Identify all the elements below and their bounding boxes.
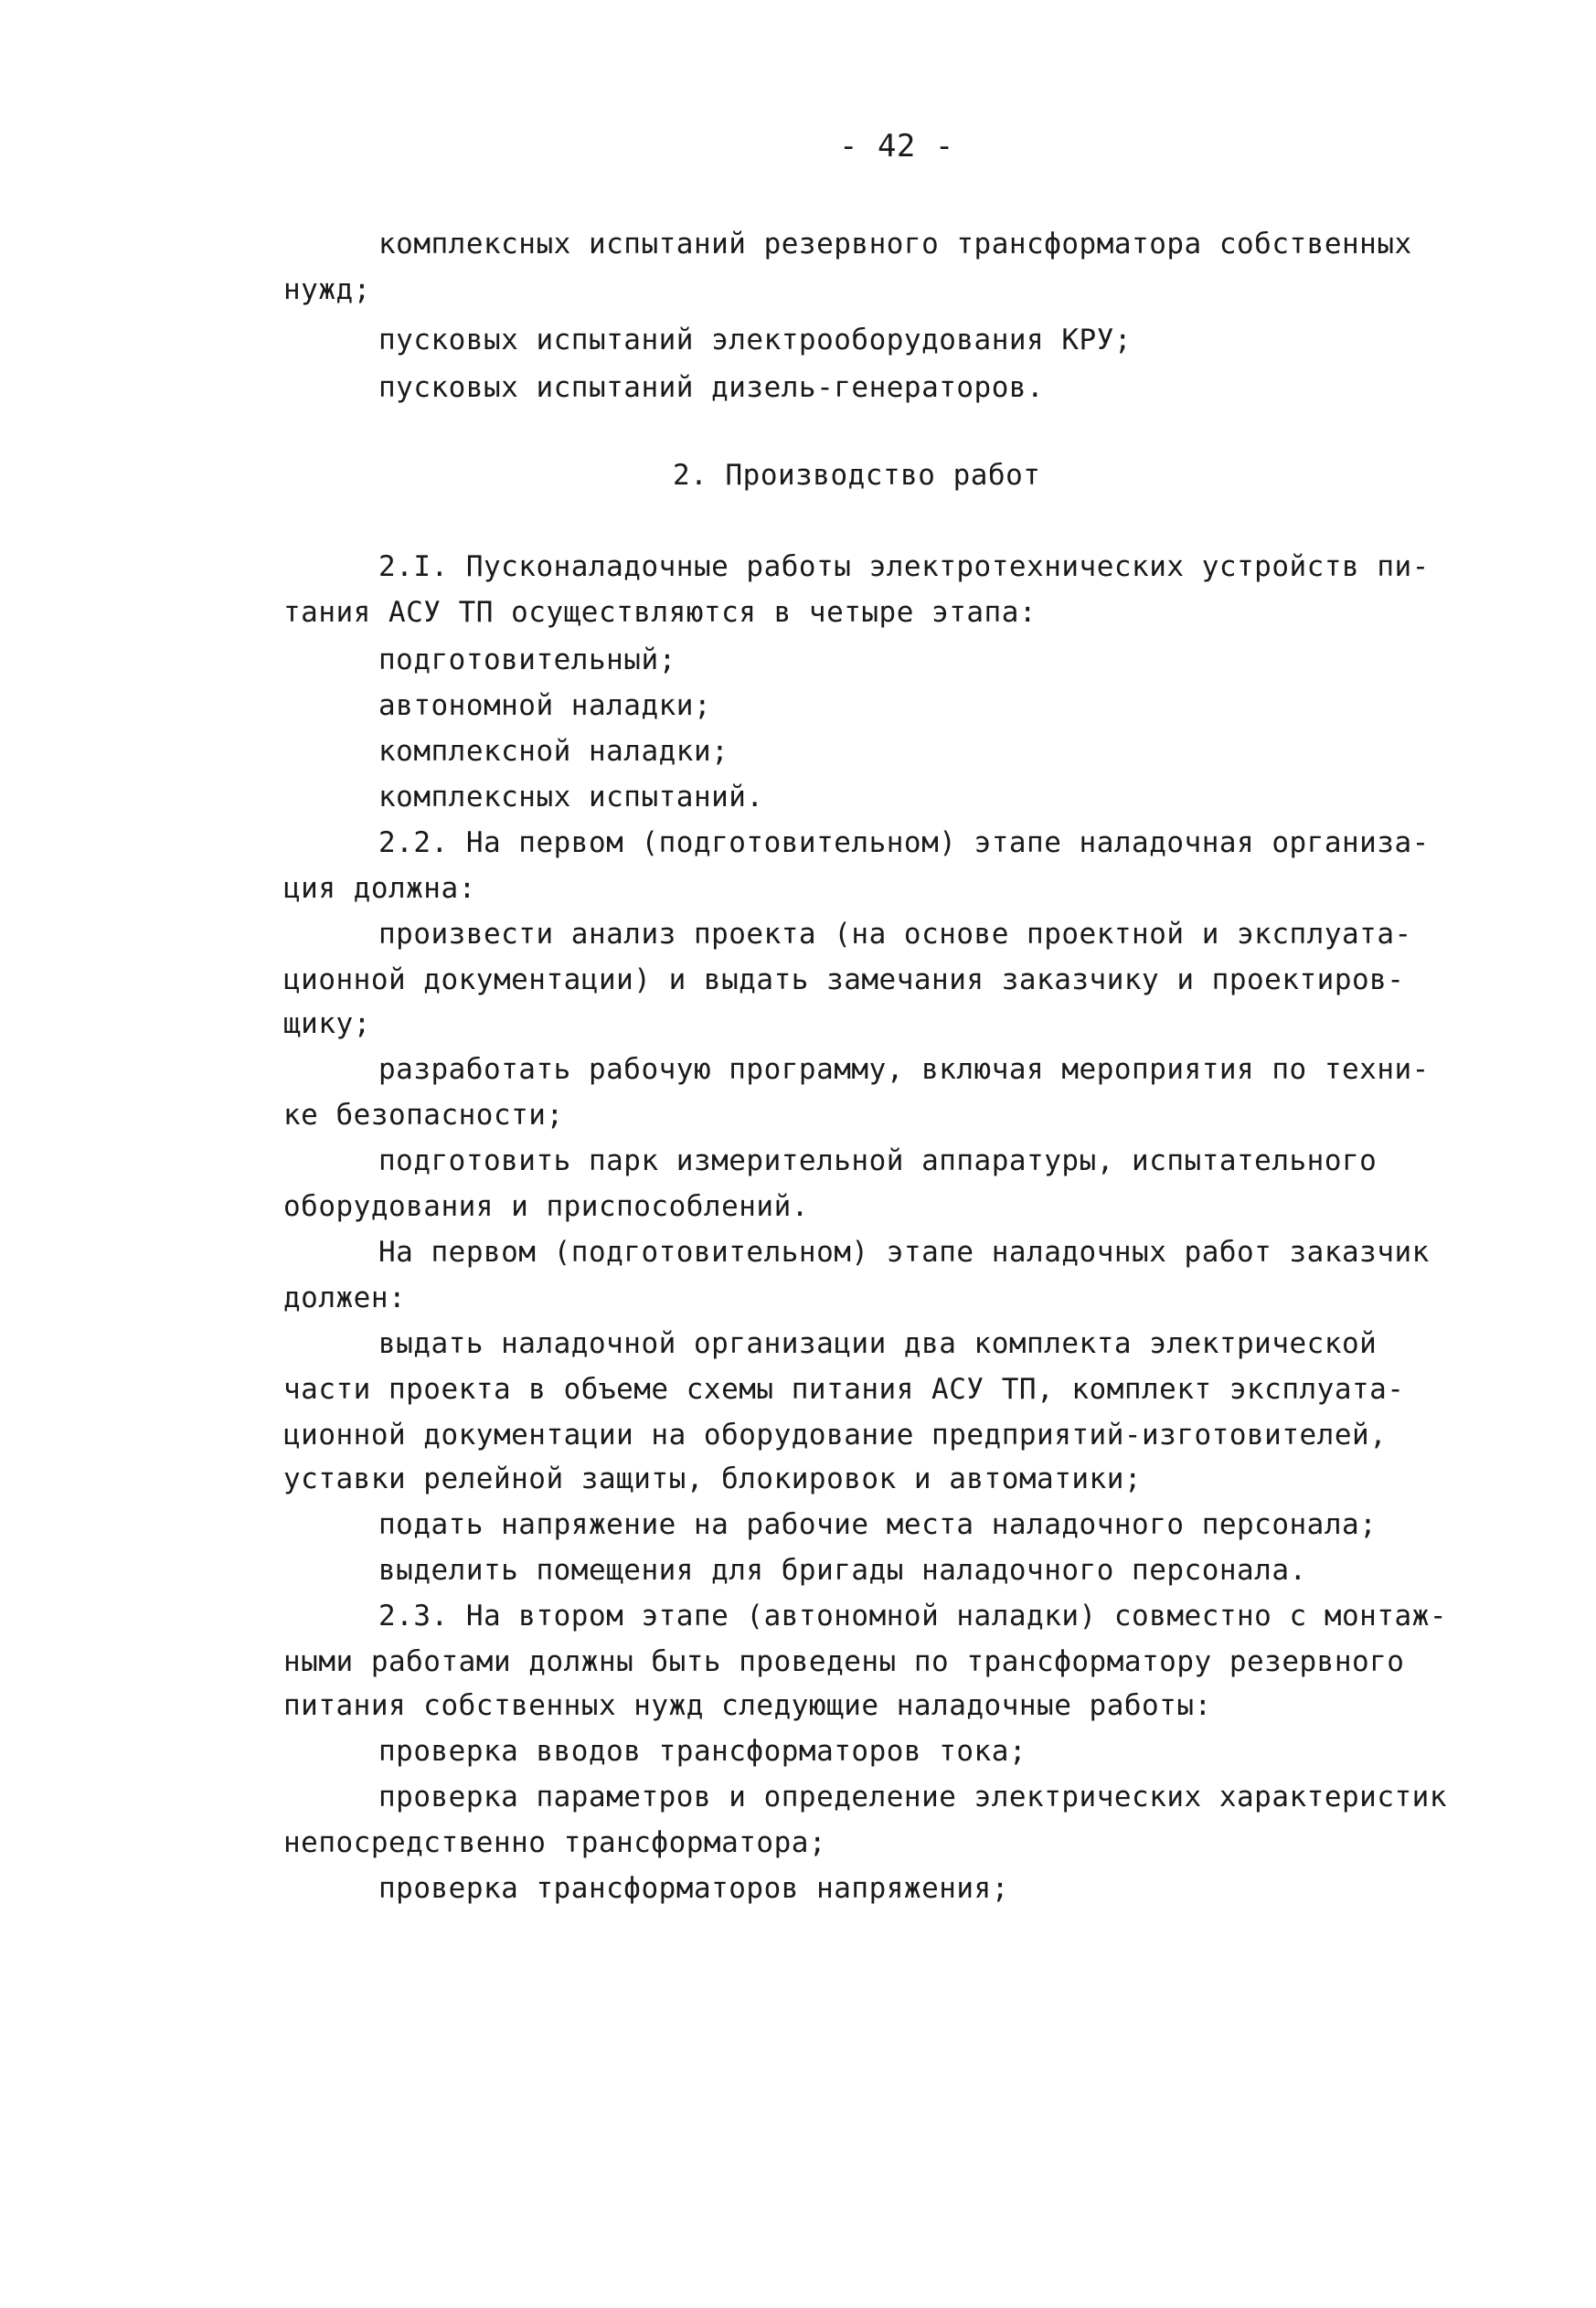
- text-line: части проекта в объеме схемы питания АСУ ТП, комплект эксплуата-: [283, 1373, 1405, 1406]
- text-line: комплексных испытаний резервного трансформатора собственных: [378, 228, 1412, 261]
- text-line: оборудования и приспособлений.: [283, 1190, 809, 1223]
- text-line: ными работами должны быть проведены по трансформатору резервного: [283, 1645, 1405, 1678]
- text-line: должен:: [283, 1282, 407, 1314]
- text-line: ционной документации) и выдать замечания заказчику и проектиров-: [283, 963, 1405, 996]
- text-line: подать напряжение на рабочие места наладочного персонала;: [378, 1508, 1378, 1541]
- text-line: произвести анализ проекта (на основе проектной и эксплуата-: [378, 918, 1412, 951]
- page-number: - 42 -: [839, 128, 954, 165]
- text-line: уставки релейной защиты, блокировок и автоматики;: [283, 1462, 1143, 1495]
- text-line: нужд;: [283, 273, 371, 306]
- text-line: комплексных испытаний.: [378, 781, 764, 814]
- text-line: разработать рабочую программу, включая мероприятия по техни-: [378, 1053, 1430, 1086]
- text-line: 2.I. Пусконаладочные работы электротехнических устройств пи-: [378, 550, 1430, 583]
- text-line: комплексной наладки;: [378, 735, 729, 768]
- text-line: тания АСУ ТП осуществляются в четыре этапа:: [283, 596, 1037, 629]
- text-line: пусковых испытаний дизель-генераторов.: [378, 371, 1045, 404]
- text-line: подготовить парк измерительной аппаратуры, испытательного: [378, 1144, 1378, 1177]
- section-heading: 2. Производство работ: [673, 459, 1041, 492]
- text-line: 2.3. На втором этапе (автономной наладки) совместно с монтаж-: [378, 1600, 1447, 1633]
- text-line: выдать наладочной организации два комплекта электрической: [378, 1327, 1378, 1360]
- text-line: автономной наладки;: [378, 689, 712, 722]
- text-line: подготовительный;: [378, 643, 676, 676]
- text-line: проверка трансформаторов напряжения;: [378, 1872, 1009, 1905]
- text-line: проверка параметров и определение электрических характеристик: [378, 1781, 1447, 1813]
- text-line: щику;: [283, 1007, 371, 1040]
- text-line: выделить помещения для бригады наладочного персонала.: [378, 1554, 1307, 1587]
- text-line: ция должна:: [283, 872, 476, 905]
- text-line: На первом (подготовительном) этапе наладочных работ заказчик: [378, 1236, 1430, 1269]
- text-line: 2.2. На первом (подготовительном) этапе наладочная организа-: [378, 826, 1430, 859]
- text-line: ционной документации на оборудование предприятий-изготовителей,: [283, 1419, 1388, 1452]
- text-line: питания собственных нужд следующие наладочные работы:: [283, 1689, 1212, 1722]
- text-line: непосредственно трансформатора;: [283, 1826, 827, 1859]
- text-line: ке безопасности;: [283, 1099, 564, 1132]
- text-line: проверка вводов трансформаторов тока;: [378, 1735, 1027, 1768]
- text-line: пусковых испытаний электрооборудования КРУ;: [378, 324, 1133, 356]
